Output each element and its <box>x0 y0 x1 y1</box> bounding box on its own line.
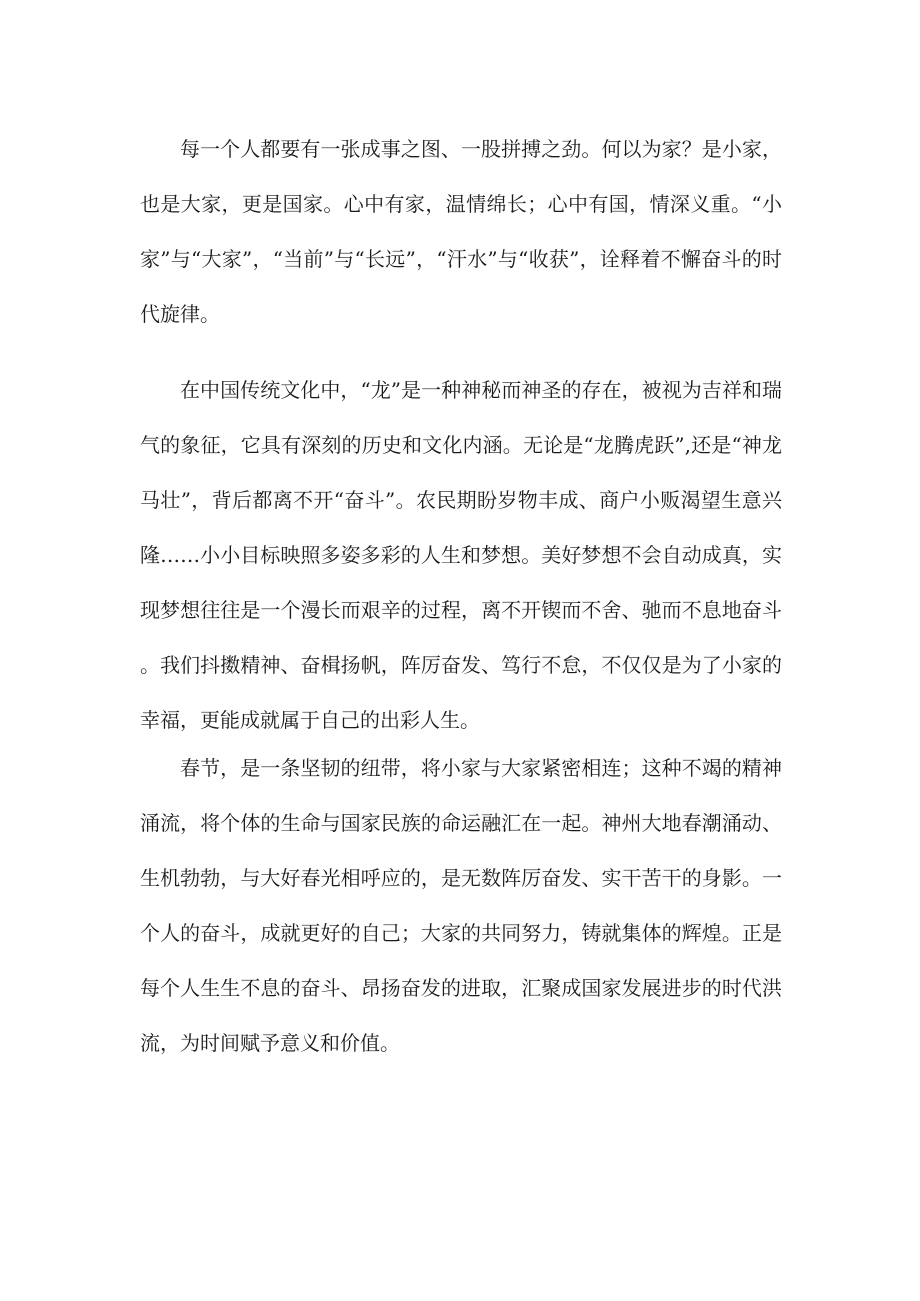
paragraph-1: 每一个人都要有一张成事之图、一股拼搏之劲。何以为家？是小家，也是大家，更是国家。心中有家，温情绵长；心中有国，情深义重。“小家”与“大家”，“当前”与“长远”，“汗水”与“收获”，诠释着不懈奋斗的时代旋律。 <box>140 137 782 326</box>
paragraph-3: 春节，是一条坚韧的纽带，将小家与大家紧密相连；这种不竭的精神涌流，将个体的生命与国家民族的命运融汇在一起。神州大地春潮涌动、生机勃勃，与大好春光相呼应的，是无数阵厉奋发、实干苦干的身影。一个人的奋斗，成就更好的自己；大家的共同努力，铸就集体的辉煌。正是每个人生生不息的奋斗、昂扬奋发的进取，汇聚成国家发展进步的时代洪流，为时间赋予意义和价值。 <box>140 756 782 1055</box>
paragraph-2: 在中国传统文化中，“龙”是一种神秘而神圣的存在，被视为吉祥和瑞气的象征，它具有深刻的历史和文化内涵。无论是“龙腾虎跃”,还是“神龙马壮”，背后都离不开“奋斗”。农民期盼岁物丰成、商户小贩渴望生意兴隆……小小目标映照多姿多彩的人生和梦想。美好梦想不会自动成真，实现梦想往往是一个漫长而艰辛的过程，离不开锲而不舍、驰而不息地奋斗。我们抖擞精神、奋楫扬帆，阵厉奋发、笃行不怠，不仅仅是为了小家的幸福，更能成就属于自己的出彩人生。 <box>140 378 782 732</box>
